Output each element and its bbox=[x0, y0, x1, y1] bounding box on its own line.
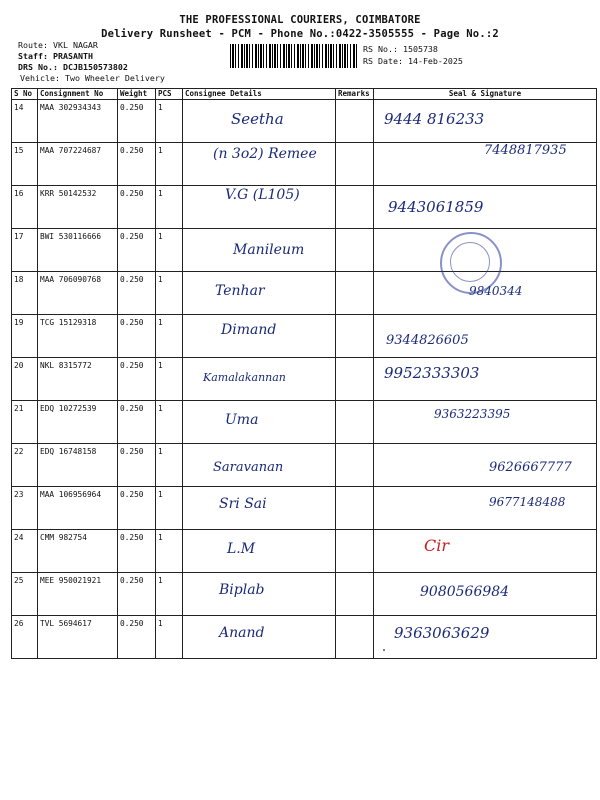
signature-cell bbox=[374, 315, 597, 358]
remarks-cell bbox=[336, 444, 374, 487]
consignee-handwriting: Manileum bbox=[233, 242, 305, 258]
drs-line bbox=[18, 62, 128, 72]
sno-cell: 18 bbox=[12, 272, 38, 315]
table-row bbox=[12, 229, 597, 272]
consignee-handwriting: Uma bbox=[225, 412, 259, 428]
sno-cell: 17 bbox=[12, 229, 38, 272]
consignment-cell: EDQ 16748158 bbox=[38, 444, 118, 487]
weight-cell: 0.250 bbox=[118, 358, 156, 401]
table-row bbox=[12, 315, 597, 358]
signature-cell bbox=[374, 100, 597, 143]
pcs-cell: 1 bbox=[156, 487, 183, 530]
col-header-remarks: Remarks bbox=[336, 89, 374, 100]
consignee-cell bbox=[183, 530, 336, 573]
speck-mark bbox=[383, 649, 385, 651]
consignee-cell bbox=[183, 100, 336, 143]
remarks-cell bbox=[336, 143, 374, 186]
staff-name: PRASANTH bbox=[52, 51, 93, 61]
consignment-cell: KRR 50142532 bbox=[38, 186, 118, 229]
consignee-handwriting: Saravanan bbox=[213, 460, 284, 475]
table-row bbox=[12, 530, 597, 573]
remarks-cell bbox=[336, 272, 374, 315]
consignee-cell bbox=[183, 487, 336, 530]
consignment-cell: MAA 302934343 bbox=[38, 100, 118, 143]
signature-cell bbox=[374, 143, 597, 186]
pcs-cell: 1 bbox=[156, 100, 183, 143]
rs-number: RS No.: 1505738 bbox=[363, 44, 438, 54]
table-row bbox=[12, 401, 597, 444]
signature-cell bbox=[374, 358, 597, 401]
remarks-cell bbox=[336, 358, 374, 401]
signature-handwriting: 7448817935 bbox=[484, 143, 567, 158]
signature-cell bbox=[374, 487, 597, 530]
sno-cell: 20 bbox=[12, 358, 38, 401]
consignee-cell bbox=[183, 573, 336, 616]
table-row bbox=[12, 272, 597, 315]
signature-cell bbox=[374, 530, 597, 573]
remarks-cell bbox=[336, 100, 374, 143]
table-row bbox=[12, 143, 597, 186]
weight-cell: 0.250 bbox=[118, 401, 156, 444]
signature-handwriting: 9952333303 bbox=[384, 364, 480, 382]
seal-stamp-inner bbox=[450, 242, 490, 282]
barcode-image bbox=[230, 44, 358, 68]
pcs-cell: 1 bbox=[156, 229, 183, 272]
consignee-cell bbox=[183, 272, 336, 315]
consignee-cell bbox=[183, 315, 336, 358]
consignee-cell bbox=[183, 186, 336, 229]
staff-label: Staff: bbox=[18, 51, 48, 61]
consignment-cell: TVL 5694617 bbox=[38, 616, 118, 659]
consignee-handwriting: V.G (L105) bbox=[225, 187, 300, 203]
consignee-handwriting: L.M bbox=[227, 541, 256, 557]
consignee-cell bbox=[183, 358, 336, 401]
weight-cell: 0.250 bbox=[118, 186, 156, 229]
consignment-cell: MEE 950021921 bbox=[38, 573, 118, 616]
signature-cell bbox=[374, 616, 597, 659]
pcs-cell: 1 bbox=[156, 616, 183, 659]
pcs-cell: 1 bbox=[156, 143, 183, 186]
col-header-weight: Weight bbox=[118, 89, 156, 100]
sno-cell: 19 bbox=[12, 315, 38, 358]
table-row bbox=[12, 100, 597, 143]
pcs-cell: 1 bbox=[156, 401, 183, 444]
consignee-handwriting: Tenhar bbox=[215, 283, 265, 299]
drs-number: DCJB150573802 bbox=[62, 62, 128, 72]
consignee-handwriting: Seetha bbox=[231, 110, 284, 128]
consignee-cell bbox=[183, 229, 336, 272]
col-header-consignee: Consignee Details bbox=[183, 89, 336, 100]
consignee-cell bbox=[183, 444, 336, 487]
consignment-cell: MAA 707224687 bbox=[38, 143, 118, 186]
signature-handwriting: 9363223395 bbox=[434, 407, 511, 421]
consignment-cell: MAA 106956964 bbox=[38, 487, 118, 530]
route-label: Route: VKL NAGAR bbox=[18, 40, 98, 50]
vehicle-label: Vehicle: Two Wheeler Delivery bbox=[20, 73, 165, 83]
weight-cell: 0.250 bbox=[118, 444, 156, 487]
remarks-cell bbox=[336, 229, 374, 272]
signature-cell bbox=[374, 444, 597, 487]
rs-date: RS Date: 14-Feb-2025 bbox=[363, 56, 463, 66]
signature-handwriting: 9626667777 bbox=[489, 460, 572, 475]
col-header-pcs: PCS bbox=[156, 89, 183, 100]
weight-cell: 0.250 bbox=[118, 487, 156, 530]
sno-cell: 21 bbox=[12, 401, 38, 444]
sno-cell: 24 bbox=[12, 530, 38, 573]
table-row bbox=[12, 186, 597, 229]
signature-handwriting: 9677148488 bbox=[489, 495, 566, 509]
sno-cell: 26 bbox=[12, 616, 38, 659]
weight-cell: 0.250 bbox=[118, 229, 156, 272]
consignee-cell bbox=[183, 143, 336, 186]
staff-line bbox=[18, 51, 93, 61]
sno-cell: 16 bbox=[12, 186, 38, 229]
col-header-consignment: Consignment No bbox=[38, 89, 118, 100]
pcs-cell: 1 bbox=[156, 358, 183, 401]
col-header-signature: Seal & Signature bbox=[374, 89, 597, 100]
weight-cell: 0.250 bbox=[118, 272, 156, 315]
signature-handwriting: 9080566984 bbox=[420, 584, 510, 600]
signature-handwriting: 9344826605 bbox=[386, 333, 469, 348]
consignee-handwriting: Anand bbox=[219, 625, 265, 641]
consignment-cell: TCG 15129318 bbox=[38, 315, 118, 358]
consignee-handwriting: Sri Sai bbox=[219, 496, 267, 512]
consignee-handwriting: Biplab bbox=[219, 582, 265, 598]
weight-cell: 0.250 bbox=[118, 100, 156, 143]
sno-cell: 14 bbox=[12, 100, 38, 143]
sno-cell: 15 bbox=[12, 143, 38, 186]
sno-cell: 25 bbox=[12, 573, 38, 616]
table-header-row bbox=[12, 89, 597, 100]
signature-handwriting: 9840344 bbox=[469, 284, 523, 298]
signature-cell bbox=[374, 401, 597, 444]
consignment-cell: NKL 8315772 bbox=[38, 358, 118, 401]
remarks-cell bbox=[336, 487, 374, 530]
weight-cell: 0.250 bbox=[118, 530, 156, 573]
signature-handwriting: 9363063629 bbox=[394, 624, 490, 642]
runsheet-table bbox=[11, 88, 597, 659]
runsheet-subtitle: Delivery Runsheet - PCM - Phone No.:0422-3505555 - Page No.:2 bbox=[101, 28, 499, 40]
signature-handwriting: Cir bbox=[424, 536, 450, 555]
weight-cell: 0.250 bbox=[118, 143, 156, 186]
consignee-cell bbox=[183, 616, 336, 659]
consignment-cell: EDQ 10272539 bbox=[38, 401, 118, 444]
pcs-cell: 1 bbox=[156, 186, 183, 229]
consignment-cell: CMM 982754 bbox=[38, 530, 118, 573]
table-row bbox=[12, 616, 597, 659]
table-row bbox=[12, 358, 597, 401]
consignee-handwriting: Kamalakannan bbox=[203, 371, 286, 384]
consignee-cell bbox=[183, 401, 336, 444]
weight-cell: 0.250 bbox=[118, 616, 156, 659]
company-title: THE PROFESSIONAL COURIERS, COIMBATORE bbox=[179, 14, 421, 26]
signature-cell bbox=[374, 573, 597, 616]
col-header-sno: S No bbox=[12, 89, 38, 100]
consignee-handwriting: Dimand bbox=[221, 322, 277, 338]
signature-handwriting: 9444 816233 bbox=[384, 110, 485, 128]
table-row bbox=[12, 444, 597, 487]
pcs-cell: 1 bbox=[156, 272, 183, 315]
consignment-cell: MAA 706090768 bbox=[38, 272, 118, 315]
consignee-handwriting: (n 3o2) Remee bbox=[213, 146, 317, 162]
pcs-cell: 1 bbox=[156, 530, 183, 573]
drs-label: DRS No.: bbox=[18, 62, 58, 72]
pcs-cell: 1 bbox=[156, 315, 183, 358]
remarks-cell bbox=[336, 573, 374, 616]
consignment-cell: BWI 530116666 bbox=[38, 229, 118, 272]
remarks-cell bbox=[336, 315, 374, 358]
weight-cell: 0.250 bbox=[118, 315, 156, 358]
signature-cell bbox=[374, 186, 597, 229]
signature-handwriting: 9443061859 bbox=[388, 198, 484, 216]
remarks-cell bbox=[336, 530, 374, 573]
seal-stamp bbox=[440, 232, 502, 294]
table-row bbox=[12, 573, 597, 616]
weight-cell: 0.250 bbox=[118, 573, 156, 616]
sno-cell: 23 bbox=[12, 487, 38, 530]
sno-cell: 22 bbox=[12, 444, 38, 487]
pcs-cell: 1 bbox=[156, 444, 183, 487]
pcs-cell: 1 bbox=[156, 573, 183, 616]
remarks-cell bbox=[336, 616, 374, 659]
remarks-cell bbox=[336, 401, 374, 444]
remarks-cell bbox=[336, 186, 374, 229]
table-row bbox=[12, 487, 597, 530]
